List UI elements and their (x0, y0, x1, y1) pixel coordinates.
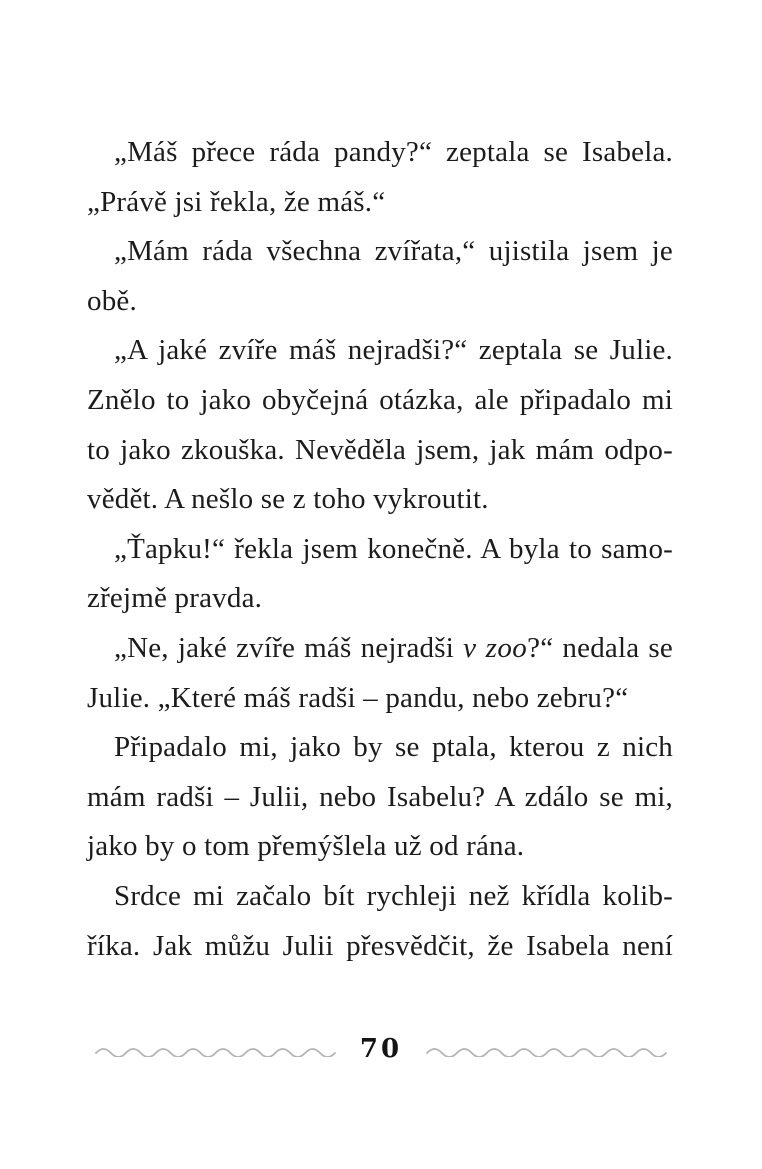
text-line (87, 178, 673, 228)
page-number: 70 (359, 1034, 403, 1064)
text-line (87, 376, 673, 426)
text-line (87, 426, 673, 476)
text-line (87, 624, 673, 674)
text-segment: Znělo to jako obyčejná otázka, ale připadalo mi (87, 383, 673, 416)
text-segment: „Ťapku!“ řekla jsem konečně. A byla to samo- (114, 532, 673, 565)
text-segment: „Máš přece ráda pandy?“ zeptala se Isabela. (114, 136, 673, 168)
text-line (87, 674, 673, 724)
text-segment: „Mám ráda všechna zvířata,“ ujistila jsem je (114, 235, 673, 268)
wave-divider-right-icon (426, 1043, 667, 1057)
text-line (87, 475, 673, 525)
text-line (87, 922, 673, 972)
text-line (87, 326, 673, 376)
text-segment: obě. (87, 284, 137, 317)
text-line (87, 872, 673, 922)
text-segment: zřejmě pravda. (87, 582, 263, 615)
page-footer (0, 1028, 762, 1072)
text-line (87, 574, 673, 624)
text-line (87, 128, 673, 178)
text-segment: „Právě jsi řekla, že máš.“ (87, 185, 386, 218)
text-segment: Připadalo mi, jako by se ptala, kterou z nich (114, 731, 673, 764)
text-segment: „A jaké zvíře máš nejradši?“ zeptala se Julie. (114, 334, 673, 367)
text-line (87, 525, 673, 575)
text-segment: „Ne, jaké zvíře máš nejradši (114, 631, 464, 664)
text-segment: to jako zkouška. Nevěděla jsem, jak mám odpo- (87, 433, 673, 466)
text-line (87, 773, 673, 823)
text-block (87, 128, 673, 971)
text-segment: ?“ nedala se (527, 631, 673, 664)
text-segment: Julie. „Které máš radši – pandu, nebo zebru?“ (87, 681, 629, 714)
wave-divider-left-icon (95, 1043, 336, 1057)
text-segment: jako by o tom přemýšlela už od rána. (87, 830, 525, 863)
text-segment: vědět. A nešlo se z toho vykroutit. (87, 483, 489, 516)
text-line (87, 822, 673, 872)
text-segment: Srdce mi začalo bít rychleji než křídla kolib- (114, 879, 673, 912)
text-segment-italic: v zoo (463, 631, 528, 664)
text-segment: mám radši – Julii, nebo Isabelu? A zdálo se mi, (87, 780, 673, 813)
text-line (87, 227, 673, 277)
text-line (87, 277, 673, 327)
text-segment: říka. Jak můžu Julii přesvědčit, že Isabela není (87, 929, 673, 962)
text-line (87, 723, 673, 773)
